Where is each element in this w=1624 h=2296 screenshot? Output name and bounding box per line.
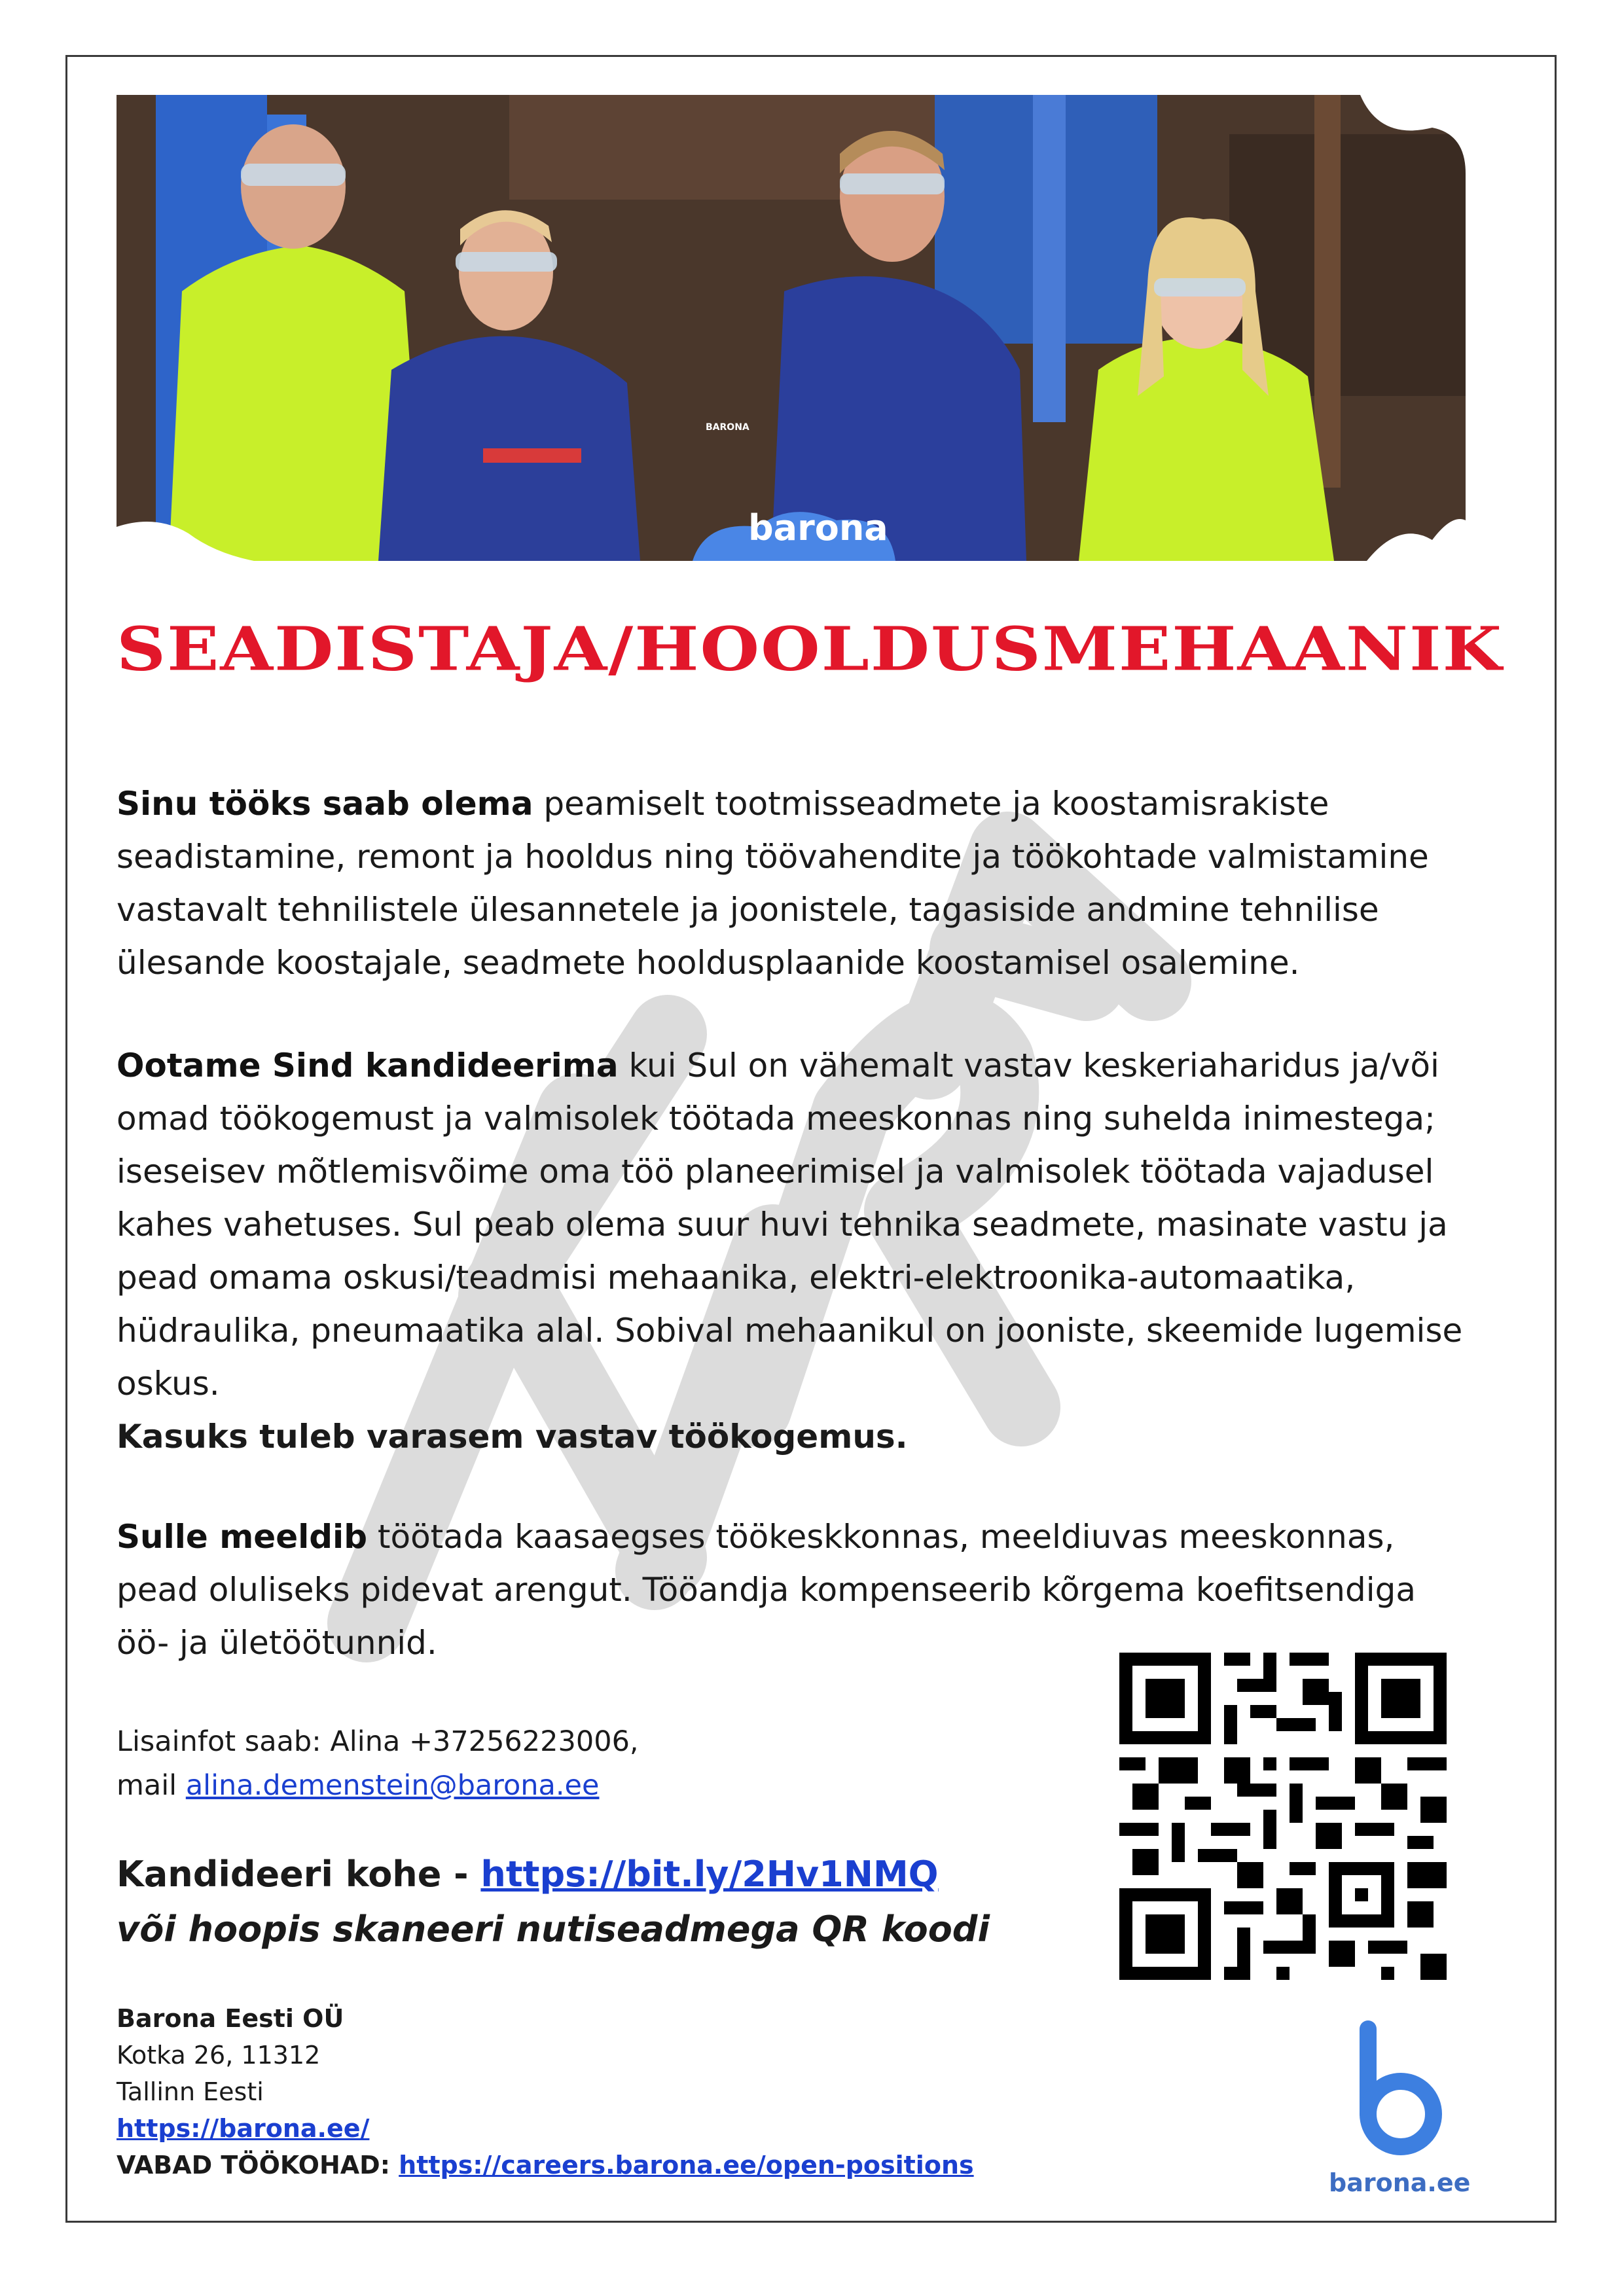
apply-block [117, 1847, 990, 1957]
requirements-text: kui Sul on vähemalt vastav keskeriaharidus ja/või omad töökogemust ja valmisolek töötada meeskonnas ning suhelda inimestega; iseseisev mõtlemisvõime oma töö planeerimisel ja valmisolek töötada vajadusel kahes vahetuses. Sul peab olema suur huvi tehnika seadmete, masinate vastu ja pead omama oskusi/teadmisi mehaanika, elektri-elektroonika-automaatika, hüdraulika, pneumaatika alal. Sobival mehaanikul on jooniste, skeemide lugemise oskus. [117, 1047, 1463, 1403]
advantage-line: Kasuks tuleb varasem vastav töökogemus. [117, 1418, 908, 1456]
job-description [117, 778, 1478, 990]
benefits-lead: Sulle meeldib [117, 1518, 367, 1556]
company-address-city: Tallinn Eesti [117, 2077, 264, 2106]
job-description-lead: Sinu tööks saab olema [117, 785, 533, 823]
qr-code[interactable] [1119, 1653, 1447, 1980]
barona-logo-text: barona.ee [1329, 2168, 1471, 2197]
company-website-link[interactable]: https://barona.ee/ [117, 2114, 370, 2143]
apply-qr-line: või hoopis skaneeri nutiseadmega QR koodi [117, 1909, 990, 1950]
contact-mail-label: mail [117, 1769, 186, 1802]
contact-email-link[interactable]: alina.demenstein@barona.ee [185, 1769, 600, 1802]
company-address-street: Kotka 26, 11312 [117, 2041, 321, 2070]
requirements-lead: Ootame Sind kandideerima [117, 1047, 619, 1085]
contact-info [117, 1720, 639, 1808]
requirements [117, 1039, 1478, 1463]
company-name: Barona Eesti OÜ [117, 2004, 344, 2033]
hero-photo [117, 95, 1466, 561]
contact-phone-line: Lisainfot saab: Alina +37256223006, [117, 1725, 639, 1758]
apply-label: Kandideeri kohe - [117, 1854, 481, 1895]
barona-b-icon [1342, 2019, 1447, 2163]
hero-logo-text: barona [748, 507, 888, 548]
benefits-text: töötada kaasaegses töökeskkonnas, meeldiuvas meeskonnas, pead oluliseks pidevat arengut. Tööandja kompenseerib kõrgema koefitsendiga öö- ja ületöötunnid. [117, 1518, 1416, 1662]
benefits [117, 1511, 1478, 1670]
job-title: SEADISTAJA/HOOLDUSMEHAANIK [117, 613, 1503, 685]
company-info [117, 2000, 974, 2183]
vacancies-link[interactable]: https://careers.barona.ee/open-positions [399, 2151, 974, 2179]
apply-link[interactable]: https://bit.ly/2Hv1NMQ [480, 1854, 939, 1895]
vacancies-label: VABAD TÖÖKOHAD: [117, 2151, 399, 2179]
hero-badge-text: BARONA [706, 422, 749, 433]
barona-logo [1329, 2019, 1471, 2209]
job-description-text: peamiselt tootmisseadmete ja koostamisrakiste seadistamine, remont ja hooldus ning töövahendite ja töökohtade valmistamine vastavalt tehnilistele ülesannetele ja joonistele, tagasiside andmine tehnilise ülesande koostajale, seadmete hooldusplaanide koostamisel osalemine. [117, 785, 1429, 982]
